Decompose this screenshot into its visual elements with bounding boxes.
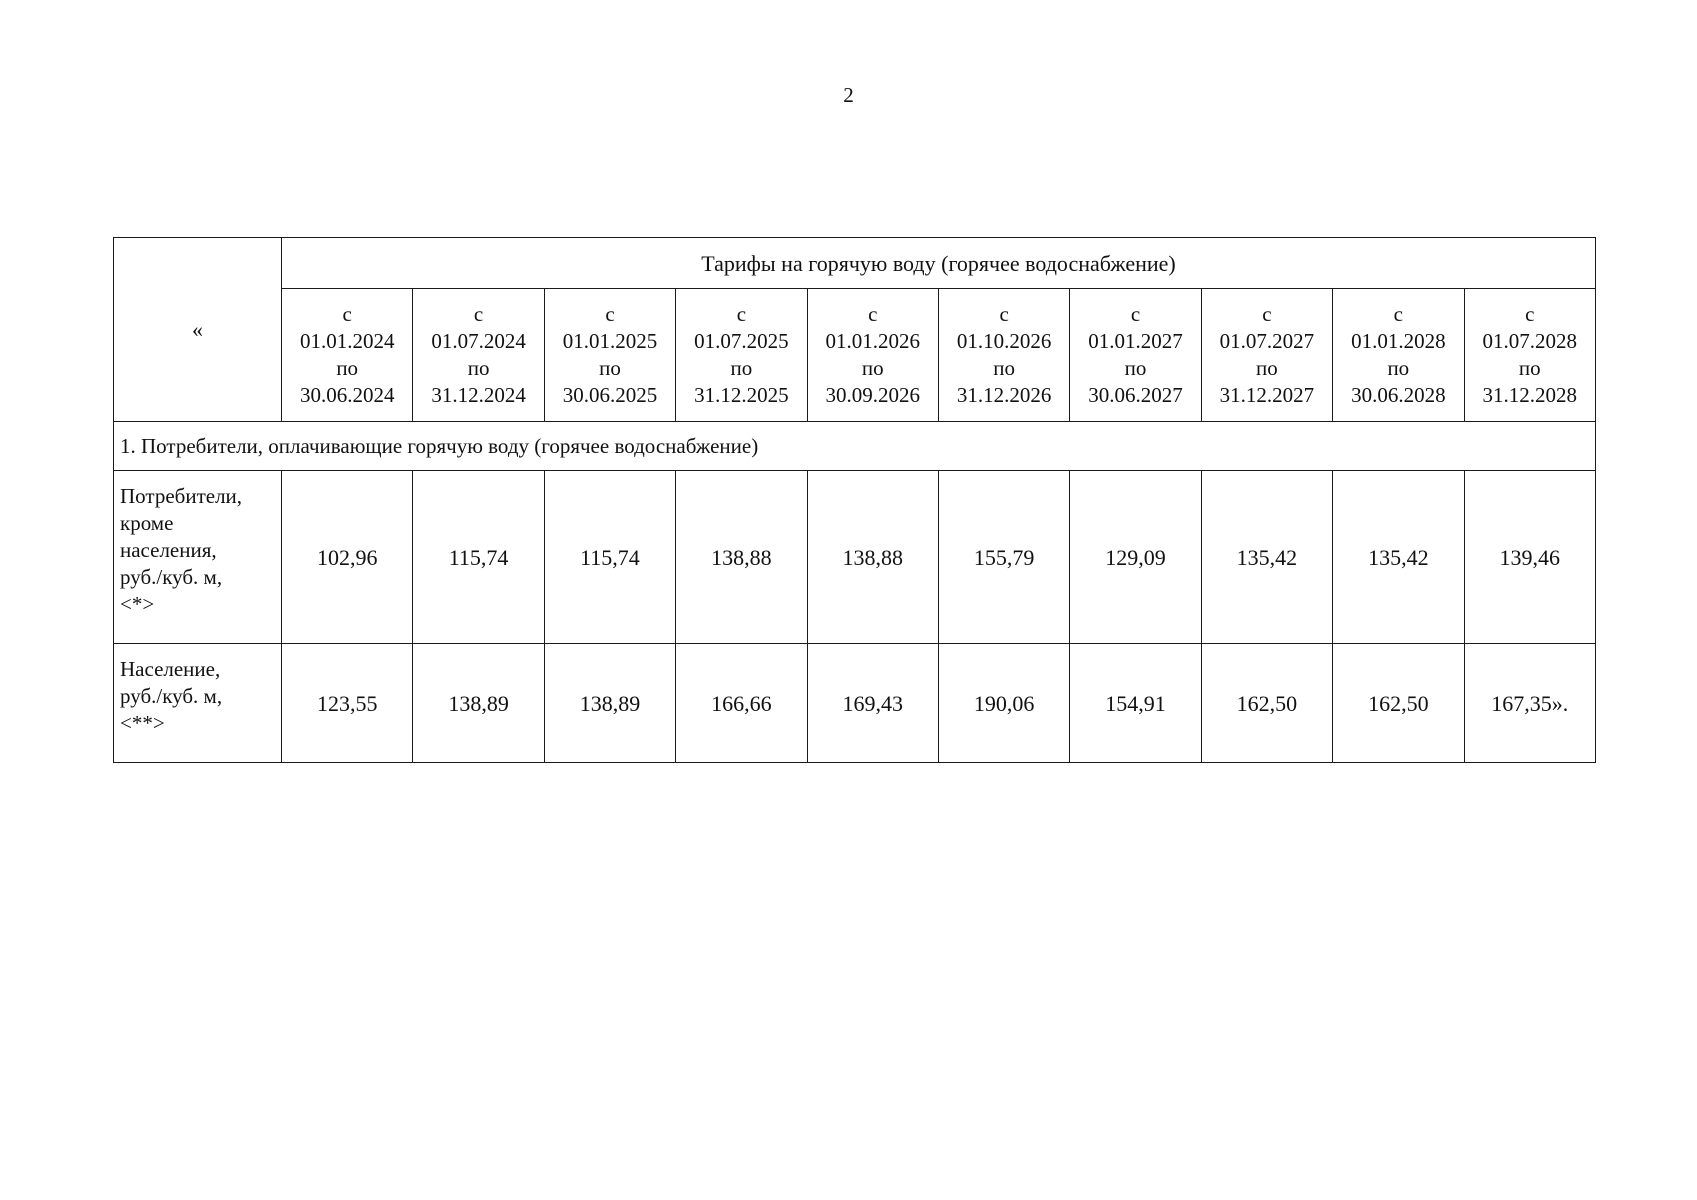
- row-label: [114, 644, 282, 763]
- period-to: 31.12.2026: [956, 383, 1052, 407]
- period-to-word: по: [993, 356, 1016, 380]
- period-to-word: по: [1124, 356, 1147, 380]
- period-from: 01.01.2027: [1088, 329, 1183, 353]
- tariff-value-cell: 166,66: [676, 644, 807, 763]
- period-from: 01.01.2025: [562, 329, 658, 353]
- page-number: 2: [843, 83, 854, 107]
- period-from: 01.01.2026: [825, 329, 920, 353]
- period-to: 31.12.2024: [431, 383, 526, 407]
- period-header-cell: [938, 289, 1069, 422]
- period-to-word: по: [1256, 356, 1278, 380]
- period-header-cell: [544, 289, 675, 422]
- tariff-value-cell: 139,46: [1464, 471, 1595, 644]
- period-to-word: по: [1387, 356, 1410, 380]
- table-title: Тарифы на горячую воду (горячее водоснабжение): [282, 238, 1596, 289]
- tariff-value-cell: 123,55: [282, 644, 413, 763]
- tariff-value-cell: 102,96: [282, 471, 413, 644]
- period-from-word: с: [605, 302, 615, 326]
- period-header-cell: [413, 289, 544, 422]
- tariff-value-cell: 135,42: [1201, 471, 1332, 644]
- period-to-word: по: [1518, 356, 1541, 380]
- row-label-line: кроме: [120, 511, 174, 535]
- tariff-value-cell: 138,88: [676, 471, 807, 644]
- section-row: [114, 422, 1596, 471]
- period-from-word: с: [1525, 302, 1535, 326]
- period-to: 30.06.2025: [562, 383, 658, 407]
- period-from-word: с: [1393, 302, 1403, 326]
- period-header-cell: [282, 289, 413, 422]
- period-to: 31.12.2028: [1482, 383, 1577, 407]
- period-header-cell: [807, 289, 938, 422]
- period-to-word: по: [599, 356, 621, 380]
- tariff-value-cell: 155,79: [938, 471, 1069, 644]
- tariff-value-cell: 115,74: [544, 471, 675, 644]
- row-label-line: населения,: [120, 538, 217, 562]
- table-row-population: [114, 644, 1596, 763]
- period-from: 01.07.2027: [1219, 329, 1315, 353]
- row-label-line: Население,: [120, 657, 221, 681]
- row-label-line: Потребители,: [120, 484, 243, 508]
- tariff-value-cell: 138,88: [807, 471, 938, 644]
- tariff-value-cell: 154,91: [1070, 644, 1201, 763]
- period-from: 01.07.2024: [431, 329, 526, 353]
- period-from-word: с: [1130, 302, 1141, 326]
- period-header-cell: [1201, 289, 1332, 422]
- period-from-word: с: [1262, 302, 1272, 326]
- period-from-word: с: [999, 302, 1009, 326]
- period-to-word: по: [861, 356, 884, 380]
- period-from-word: с: [736, 302, 747, 326]
- row-label-line: руб./куб. м,: [120, 565, 223, 589]
- period-to: 30.06.2024: [299, 383, 395, 407]
- row-label-line: <*>: [120, 592, 155, 616]
- period-from-word: с: [868, 302, 878, 326]
- row-label-line: <**>: [120, 711, 165, 735]
- tariff-value-cell: 162,50: [1333, 644, 1464, 763]
- period-to: 30.09.2026: [825, 383, 920, 407]
- tariff-value-cell: 190,06: [938, 644, 1069, 763]
- tariff-value-cell: 115,74: [413, 471, 544, 644]
- period-header-cell: [1464, 289, 1595, 422]
- tariff-value-cell: 138,89: [413, 644, 544, 763]
- tariff-value-cell: 162,50: [1201, 644, 1332, 763]
- period-to: 30.06.2028: [1351, 383, 1446, 407]
- row-label: [114, 471, 282, 644]
- period-from: 01.10.2026: [956, 329, 1052, 353]
- period-to-word: по: [467, 356, 490, 380]
- period-from: 01.07.2028: [1482, 329, 1577, 353]
- period-to-word: по: [730, 356, 753, 380]
- table-header-periods-row: [114, 289, 1596, 422]
- period-to-word: по: [336, 356, 359, 380]
- tariff-value-cell: 169,43: [807, 644, 938, 763]
- period-from-word: с: [342, 302, 352, 326]
- row-label-line: руб./куб. м,: [120, 684, 223, 708]
- period-from: 01.07.2025: [694, 329, 789, 353]
- period-to: 30.06.2027: [1088, 383, 1183, 407]
- opening-quote-cell: «: [114, 238, 282, 422]
- table-row-non-population: [114, 471, 1596, 644]
- tariff-value-cell: 135,42: [1333, 471, 1464, 644]
- period-from-word: с: [473, 302, 484, 326]
- period-header-cell: [1070, 289, 1201, 422]
- period-from: 01.01.2028: [1351, 329, 1446, 353]
- tariff-value-cell: 167,35».: [1464, 644, 1595, 763]
- tariff-value-cell: 129,09: [1070, 471, 1201, 644]
- table-header-title-row: [114, 238, 1596, 289]
- tariff-value-cell: 138,89: [544, 644, 675, 763]
- section-heading: 1. Потребители, оплачивающие горячую воду (горячее водоснабжение): [114, 422, 1596, 471]
- period-header-cell: [1333, 289, 1464, 422]
- period-header-cell: [676, 289, 807, 422]
- period-to: 31.12.2025: [694, 383, 789, 407]
- period-to: 31.12.2027: [1219, 383, 1315, 407]
- period-from: 01.01.2024: [299, 329, 395, 353]
- tariff-table: [113, 237, 1596, 763]
